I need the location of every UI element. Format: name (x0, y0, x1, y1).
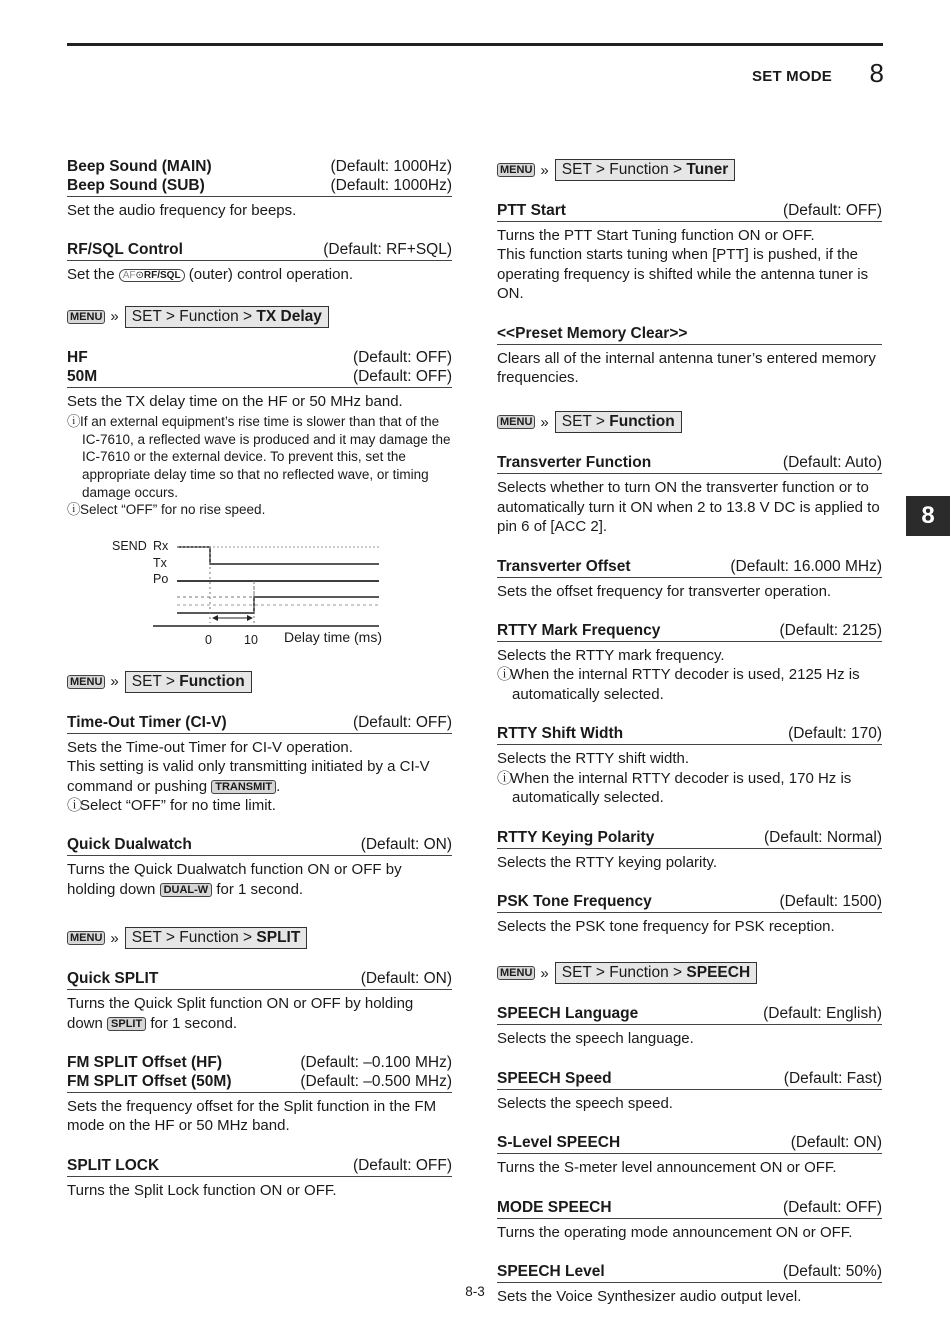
menu-key-icon: MENU (497, 163, 535, 177)
item-name: HF (67, 348, 88, 366)
desc-text: Set the (67, 266, 115, 284)
item-name: RTTY Keying Polarity (497, 828, 655, 846)
info-icon: ⓘ (497, 666, 513, 684)
item-description: This function starts tuning when [PTT] is pushed, if the operating frequency is shifted while the antenna tuner is ON. (497, 246, 869, 303)
top-rule (67, 43, 883, 46)
menu-path-tx-delay: MENU » SET > Function > TX Delay (67, 306, 452, 328)
af-rf-sql-knob-icon: AF⊙RF/SQL (119, 269, 185, 282)
item-name: Transverter Function (497, 454, 652, 472)
item-name: FM SPLIT Offset (HF) (67, 1054, 222, 1072)
item-default: (Default: RF+SQL) (323, 241, 452, 259)
mode-speech-item (497, 1198, 882, 1242)
menu-key-icon: MENU (67, 931, 105, 945)
item-description: Selects the RTTY keying polarity. (497, 853, 718, 871)
info-note: ⓘWhen the internal RTTY decoder is used, 170 Hz is automatically selected. (497, 769, 852, 807)
send-label: SEND (112, 538, 147, 553)
item-name: Time-Out Timer (CI-V) (67, 713, 227, 731)
info-icon: ⓘ (497, 769, 513, 787)
menu-path-tuner: MENU » SET > Function > Tuner (497, 159, 882, 181)
menu-path-speech: MENU » SET > Function > SPEECH (497, 962, 882, 984)
menu-key-icon: MENU (67, 310, 105, 324)
ptt-start-item (497, 201, 882, 304)
desc-text: (outer) control operation. (188, 266, 353, 284)
menu-key-icon: MENU (67, 675, 105, 689)
rtty-keying-polarity-item (497, 828, 882, 872)
item-name: Beep Sound (SUB) (67, 177, 205, 194)
item-name: 50M (67, 367, 98, 385)
rtty-shift-width-item (497, 724, 882, 807)
po-label: Po (153, 571, 169, 586)
menu-path-split: MENU » SET > Function > SPLIT (67, 927, 452, 949)
item-description: Clears all of the internal antenna tuner’s entered memory frequencies. (497, 349, 876, 387)
menu-key-icon: MENU (497, 415, 535, 429)
item-description: Selects the RTTY shift width. (497, 750, 690, 768)
item-description: Sets the Time-out Timer for CI-V operation. (67, 738, 353, 756)
fm-split-offset-item (67, 1053, 452, 1136)
item-name: Beep Sound (MAIN) (67, 158, 212, 175)
split-lock-item (67, 1156, 452, 1200)
item-description: Turns the Split Lock function ON or OFF. (67, 1181, 337, 1199)
item-default: (Default: 2125) (779, 622, 882, 640)
section-title: SET MODE (752, 68, 832, 85)
item-default: (Default: 16.000 MHz) (730, 557, 882, 575)
item-default: (Default: OFF) (352, 713, 452, 731)
menu-path-box: SET > Function > TX Delay (125, 306, 329, 328)
info-note: ⓘSelect “OFF” for no time limit. (67, 797, 276, 814)
item-name: SPEECH Level (497, 1262, 605, 1280)
timeout-timer-item (67, 713, 452, 816)
info-note: ⓘSelect “OFF” for no rise speed. (67, 502, 266, 518)
right-column (497, 157, 882, 1326)
item-default: (Default: Fast) (783, 1069, 882, 1087)
item-description: Selects the speech language. (497, 1030, 694, 1048)
item-default: (Default: 1000Hz) (330, 158, 452, 175)
menu-key-icon: MENU (497, 966, 535, 980)
menu-path-box: SET > Function (125, 671, 252, 693)
item-description: Selects the speech speed. (497, 1094, 673, 1112)
chapter-side-tab: 8 (906, 496, 950, 536)
item-name: PTT Start (497, 202, 566, 219)
item-description: Turns the S-meter level announcement ON or OFF. (497, 1159, 837, 1177)
item-default: (Default: English) (763, 1005, 882, 1023)
item-default: (Default: OFF) (782, 202, 882, 219)
rx-label: Rx (153, 538, 169, 553)
item-default: (Default: 1000Hz) (330, 177, 452, 194)
info-icon: ⓘ (67, 797, 83, 814)
item-description: Turns the operating mode announcement ON or OFF. (497, 1223, 853, 1241)
quick-split-item (67, 969, 452, 1033)
tx-label: Tx (153, 555, 167, 570)
delay-time-axis-label: Delay time (ms) (284, 628, 383, 645)
menu-path-box: SET > Function > SPEECH (555, 962, 757, 984)
item-name: RTTY Mark Frequency (497, 622, 661, 640)
transverter-function-item (497, 453, 882, 536)
left-column (67, 157, 452, 1220)
tx-delay-item (67, 348, 452, 519)
item-name: Quick Dualwatch (67, 836, 192, 854)
item-description: Set the audio frequency for beeps. (67, 202, 297, 219)
item-name: RF/SQL Control (67, 241, 183, 259)
tick-0-label: 0 (205, 632, 212, 647)
item-description: Sets the Voice Synthesizer audio output level. (497, 1287, 802, 1305)
item-default: (Default: 170) (788, 725, 882, 743)
item-default: (Default: OFF) (352, 367, 452, 385)
split-key-icon: SPLIT (107, 1017, 146, 1031)
transverter-offset-item (497, 557, 882, 601)
item-description: Turns the PTT Start Tuning function ON or OFF. (497, 227, 815, 244)
item-description: Selects whether to turn ON the transverter function or to automatically turn it ON when 2 to 13.8 V DC is applied to pin 6 of [ACC 2]. (497, 479, 880, 536)
item-default: (Default: –0.100 MHz) (300, 1054, 452, 1072)
speech-language-item (497, 1004, 882, 1048)
item-default: (Default: ON) (360, 970, 452, 988)
dual-w-key-icon: DUAL-W (160, 883, 213, 897)
item-name: SPEECH Language (497, 1005, 639, 1023)
item-default: (Default: 1500) (779, 892, 882, 910)
item-description: Sets the TX delay time on the HF or 50 MHz band. (67, 392, 403, 410)
tick-10-label: 10 (244, 632, 258, 647)
rtty-mark-frequency-item (497, 621, 882, 704)
item-default: (Default: ON) (790, 1134, 882, 1152)
item-default: (Default: –0.500 MHz) (300, 1073, 452, 1091)
chapter-number: 8 (869, 58, 884, 88)
item-name: MODE SPEECH (497, 1198, 612, 1216)
rf-sql-control-item (67, 240, 452, 285)
item-description: Sets the offset frequency for transverter operation. (497, 582, 832, 600)
item-name: FM SPLIT Offset (50M) (67, 1073, 232, 1091)
item-name: SPEECH Speed (497, 1069, 612, 1087)
item-default: (Default: ON) (360, 836, 452, 854)
menu-path-box: SET > Function > Tuner (555, 159, 736, 181)
item-description: This setting is valid only transmitting initiated by a CI-V command or pushing TRANSMIT . (67, 758, 430, 795)
item-name: <<Preset Memory Clear>> (497, 324, 688, 342)
item-default: (Default: Normal) (764, 828, 882, 846)
quick-dualwatch-item (67, 835, 452, 899)
item-default: (Default: OFF) (352, 348, 452, 366)
info-icon: ⓘ (67, 502, 81, 518)
item-default: (Default: Auto) (782, 454, 882, 472)
item-default: (Default: 50%) (782, 1262, 882, 1280)
menu-path-box: SET > Function (555, 411, 682, 433)
item-description: Turns the Quick Split function ON or OFF by holding down SPLIT for 1 second. (67, 995, 414, 1032)
preset-memory-clear-item (497, 324, 882, 388)
s-level-speech-item (497, 1133, 882, 1177)
item-default: (Default: OFF) (352, 1156, 452, 1174)
item-name: RTTY Shift Width (497, 725, 624, 743)
item-default: (Default: OFF) (782, 1198, 882, 1216)
item-name: PSK Tone Frequency (497, 892, 652, 910)
info-note: ⓘIf an external equipment’s rise time is slower than that of the IC-7610, a reflected wave is produced and it may damage the IC-7610 or the external device. To prevent this, set the appropriate delay time so that no reflected wave, or timing damage occurs. (67, 414, 451, 500)
tx-delay-timing-diagram (67, 527, 452, 647)
item-name: S-Level SPEECH (497, 1134, 621, 1152)
item-description: Turns the Quick Dualwatch function ON or OFF by holding down DUAL-W for 1 second. (67, 861, 402, 898)
transmit-key-icon: TRANSMIT (211, 780, 276, 794)
speech-speed-item (497, 1069, 882, 1113)
psk-tone-frequency-item (497, 892, 882, 936)
menu-path-function: MENU » SET > Function (67, 671, 452, 693)
item-name: Transverter Offset (497, 557, 631, 575)
item-description: Selects the RTTY mark frequency. (497, 647, 725, 665)
item-description: Sets the frequency offset for the Split function in the FM mode on the HF or 50 MHz band. (67, 1098, 437, 1135)
item-name: Quick SPLIT (67, 970, 159, 988)
item-name: SPLIT LOCK (67, 1156, 160, 1174)
info-icon: ⓘ (67, 414, 81, 430)
menu-path-box: SET > Function > SPLIT (125, 927, 308, 949)
beep-sound-item (67, 157, 452, 220)
page-number: 8-3 (465, 1284, 485, 1299)
menu-path-function: MENU » SET > Function (497, 411, 882, 433)
info-note: ⓘWhen the internal RTTY decoder is used, 2125 Hz is automatically selected. (497, 666, 860, 703)
item-description: Selects the PSK tone frequency for PSK reception. (497, 917, 835, 935)
